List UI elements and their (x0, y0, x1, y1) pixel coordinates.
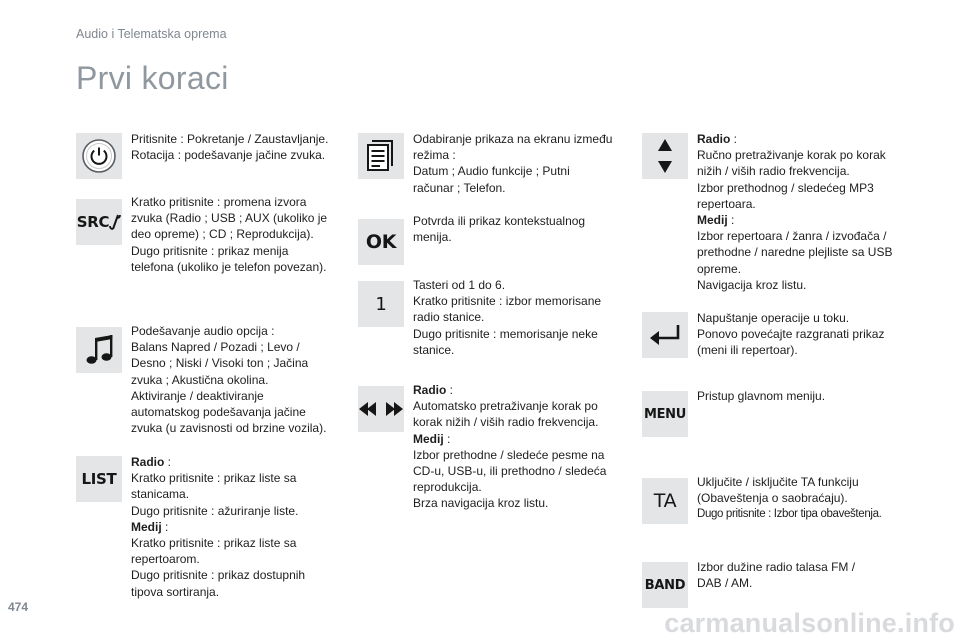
back-arrow-icon (648, 323, 682, 347)
back-button[interactable] (642, 312, 688, 358)
list-button[interactable]: LIST (76, 456, 122, 502)
seek-arrows-icon (359, 401, 403, 417)
page-title: Prvi koraci (76, 60, 229, 96)
band-description: Izbor dužine radio talasa FM / DAB / AM. (697, 560, 856, 591)
menu-button[interactable]: MENU (642, 391, 688, 437)
up-down-buttons[interactable] (642, 133, 688, 179)
src-description: Kratko pritisnite : promena izvora zvuka (Radio ; USB ; AUX (ukoliko je deo opreme) ; CD ; Reprodukcija). Dugo pritisnite : prikaz menija telefona (ukoliko je telefon povezan). (131, 195, 328, 274)
power-icon (81, 138, 117, 174)
seek-buttons[interactable] (358, 386, 404, 432)
page-header: Audio i Telematska oprema (76, 27, 227, 41)
ta-description: Uključite / isključite TA funkciju (Obaveštenja o saobraćaju). Dugo pritisnite : Izbor tipa obaveštenja. (697, 475, 882, 521)
menu-description: Pristup glavnom meniju. (697, 389, 826, 403)
watermark: carmanualsonline.info (664, 608, 955, 638)
ok-button[interactable]: OK (358, 219, 404, 265)
ok-description: Potvrda ili prikaz kontekstualnog menija. (413, 214, 586, 245)
back-description: Napuštanje operacije u toku. Ponovo povećajte razgranati prikaz (meni ili repertoar). (697, 311, 885, 358)
seek-description: Radio : Automatsko pretraživanje korak po korak nižih / viših radio frekvencija. Medij : Izbor prethodne / sledeće pesme na CD-u, USB-u, ili prethodno / sledeća reprodukcija. Brza navigacija kroz listu. (413, 383, 607, 511)
phone-slash-icon (109, 214, 121, 230)
list-description: Radio : Kratko pritisnite : prikaz liste sa stanicama. Dugo pritisnite : ažuriranje liste. Medij : Kratko pritisnite : prikaz liste sa repertoarom. Dugo pritisnite : prikaz dostupnih tipova sortiranja. (131, 455, 306, 599)
ta-button[interactable]: TA (642, 478, 688, 524)
power-description: Pritisnite : Pokretanje / Zaustavljanje. Rotacija : podešavanje jačine zvuka. (131, 132, 329, 163)
music-note-icon (85, 333, 113, 367)
src-button[interactable]: SRC (76, 199, 122, 245)
display-mode-description: Odabiranje prikaza na ekranu između režima : Datum ; Audio funkcije ; Putni računar ; Telefon. (413, 132, 613, 195)
up-down-arrows-icon (657, 138, 673, 174)
band-button[interactable]: BAND (642, 562, 688, 608)
display-mode-button[interactable] (358, 133, 404, 179)
audio-settings-button[interactable] (76, 327, 122, 373)
up-down-description: Radio : Ručno pretraživanje korak po korak nižih / viših radio frekvencija. Izbor prethodnog / sledećeg MP3 repertoara. Medij : Izbor repertoara / žanra / izvođača / prethodne / naredne plejliste sa USB opreme. Navigacija kroz listu. (697, 132, 893, 292)
preset-1-button[interactable]: 1 (358, 281, 404, 327)
display-mode-icon (366, 139, 396, 173)
presets-description: Tasteri od 1 do 6. Kratko pritisnite : izbor memorisane radio stanice. Dugo pritisnite : memorisanje neke stanice. (413, 278, 602, 357)
audio-description: Podešavanje audio opcija : Balans Napred / Pozadi ; Levo / Desno ; Niski / Visoki ton ; Jačina zvuka ; Akustična okolina. Aktiviranje / deaktiviranje automatskog podešavanja jačine zvuka (u zavisnosti od brzine vozila). (131, 324, 327, 436)
page-number: 474 (8, 600, 29, 614)
power-knob-button[interactable] (76, 133, 122, 179)
